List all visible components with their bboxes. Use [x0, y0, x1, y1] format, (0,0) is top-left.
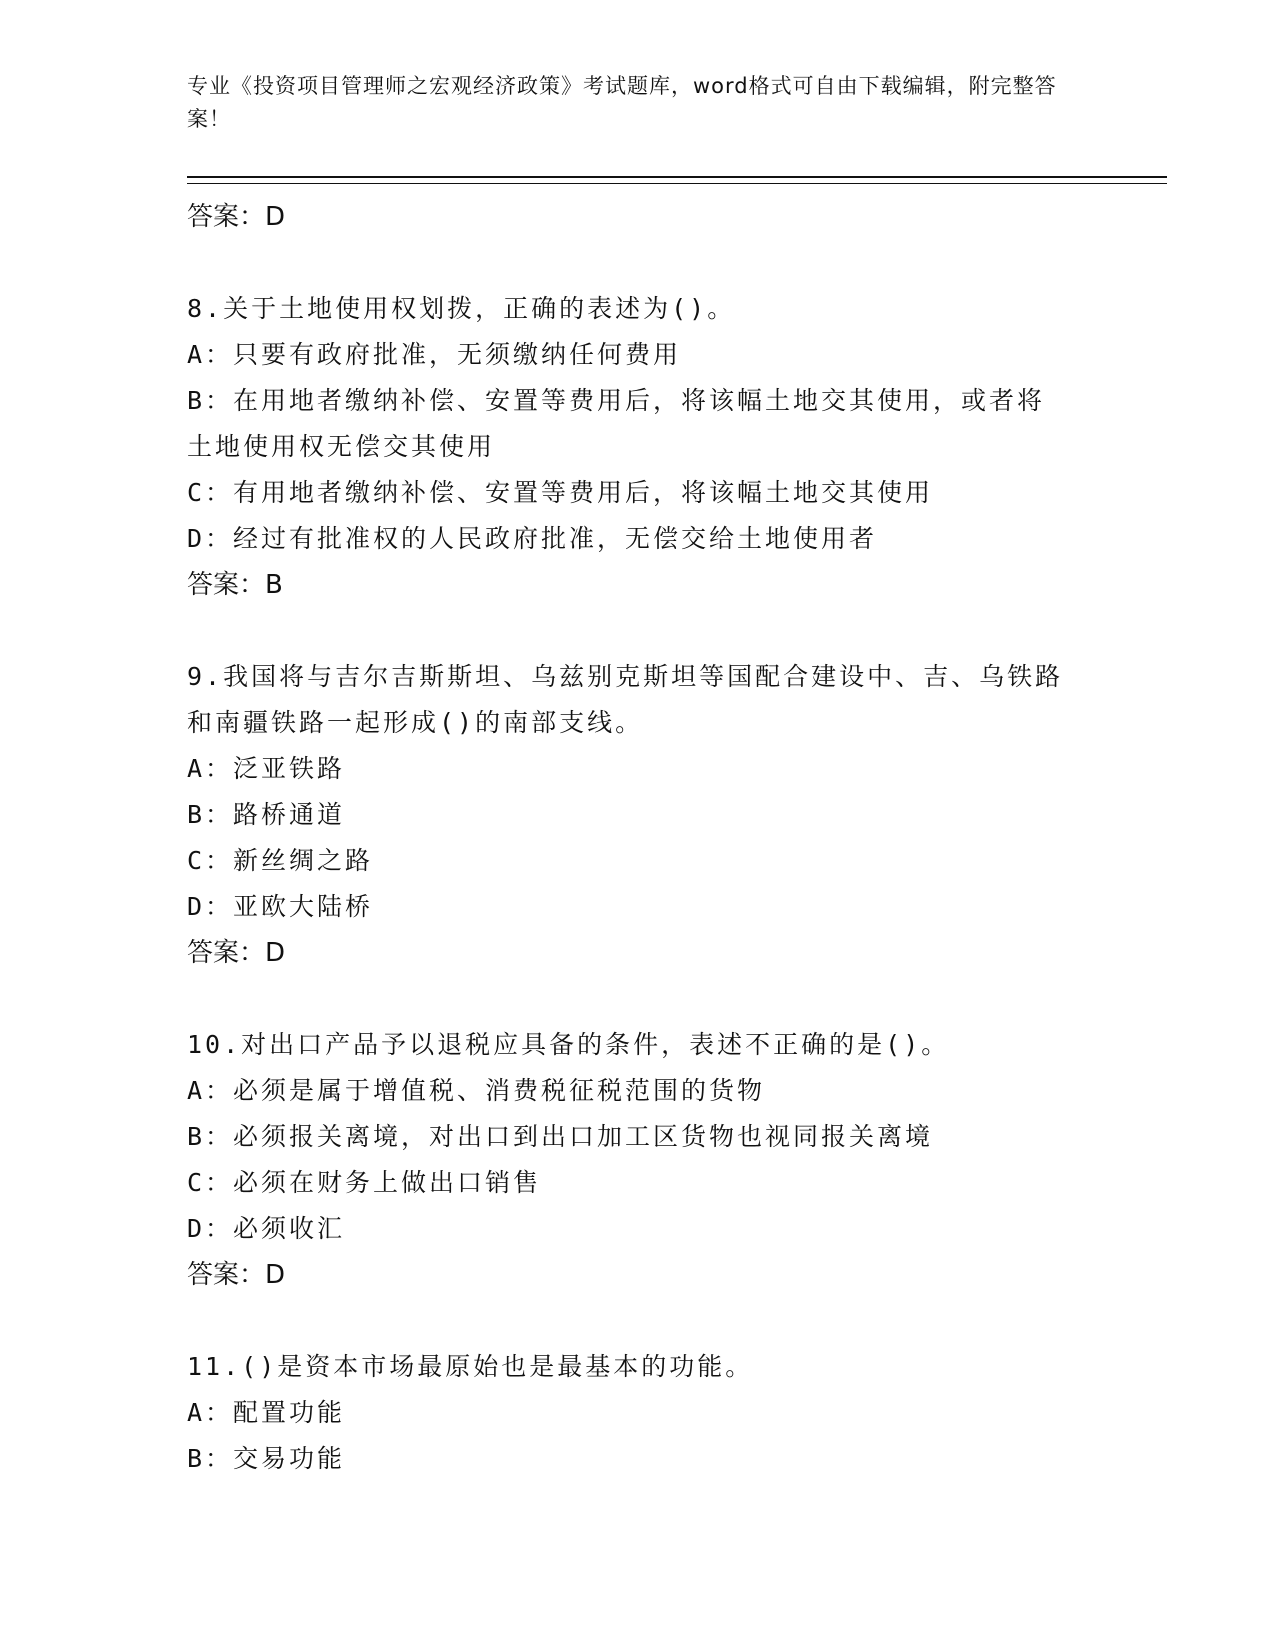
- question-stem: 10.对出口产品予以退税应具备的条件，表述不正确的是()。: [187, 1030, 950, 1059]
- question-stem: 9.我国将与吉尔吉斯斯坦、乌兹别克斯坦等国配合建设中、吉、乌铁路和南疆铁路一起形成()的南部支线。: [187, 662, 1064, 737]
- question-stem: 11.()是资本市场最原始也是最基本的功能。: [187, 1352, 754, 1381]
- answer-line: 答案：B: [187, 570, 283, 600]
- answer-line: 答案：D: [187, 202, 286, 232]
- question-8: [187, 286, 1167, 608]
- option-b: B：在用地者缴纳补偿、安置等费用后，将该幅土地交其使用，或者将土地使用权无偿交其使用: [187, 386, 1046, 461]
- header-divider: [187, 176, 1167, 184]
- document-page: [187, 70, 1167, 1482]
- option-b: B：交易功能: [187, 1444, 346, 1473]
- question-11: [187, 1344, 1167, 1482]
- document-header: 专业《投资项目管理师之宏观经济政策》考试题库，word格式可自由下载编辑，附完整答案！: [187, 74, 1057, 131]
- option-a: A：配置功能: [187, 1398, 346, 1427]
- question-stem: 8.关于土地使用权划拨，正确的表述为()。: [187, 294, 736, 323]
- option-a: A：只要有政府批准，无须缴纳任何费用: [187, 340, 682, 369]
- option-c: C：有用地者缴纳补偿、安置等费用后，将该幅土地交其使用: [187, 478, 934, 507]
- option-c: C：新丝绸之路: [187, 846, 374, 875]
- option-c: C：必须在财务上做出口销售: [187, 1168, 542, 1197]
- option-a: A：必须是属于增值税、消费税征税范围的货物: [187, 1076, 766, 1105]
- question-9: [187, 654, 1167, 976]
- option-b: B：必须报关离境，对出口到出口加工区货物也视同报关离境: [187, 1122, 934, 1151]
- option-d: D：经过有批准权的人民政府批准，无偿交给土地使用者: [187, 524, 878, 553]
- option-d: D：亚欧大陆桥: [187, 892, 374, 921]
- question-10: [187, 1022, 1167, 1298]
- option-d: D：必须收汇: [187, 1214, 346, 1243]
- option-b: B：路桥通道: [187, 800, 346, 829]
- answer-line: 答案：D: [187, 938, 286, 968]
- option-a: A：泛亚铁路: [187, 754, 346, 783]
- answer-line: 答案：D: [187, 1260, 286, 1290]
